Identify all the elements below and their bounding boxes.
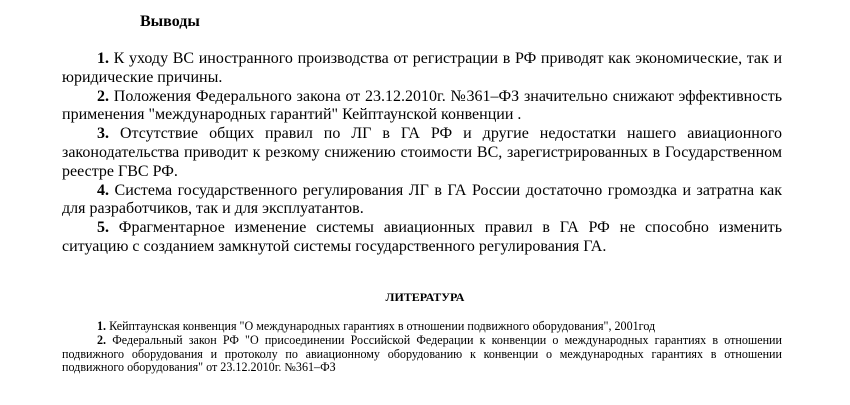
conclusions-list xyxy=(62,50,782,257)
reference-number: 1. xyxy=(97,319,107,333)
conclusion-text: Фрагментарное изменение системы авиационных правил в ГА РФ не способно изменить ситуацию с созданием замкнутой системы государственного регулирования ГА. xyxy=(62,219,783,255)
conclusion-item xyxy=(62,182,782,220)
conclusion-text: Отсутствие общих правил по ЛГ в ГА РФ и другие недостатки нашего авиационного законодательства приводит к резкому снижению стоимости ВС, зарегистрированных в Государственном реестре ГВС РФ. xyxy=(62,125,783,180)
reference-item xyxy=(62,334,782,375)
conclusions-heading: Выводы xyxy=(140,13,200,30)
conclusion-text: Система государственного регулирования ЛГ в ГА России достаточно громоздка и затратна как для разработчиков, так и для эксплуатантов. xyxy=(62,181,783,218)
conclusion-item xyxy=(62,125,782,181)
conclusion-item xyxy=(62,50,782,88)
conclusion-item xyxy=(62,219,782,257)
conclusion-number: 3. xyxy=(97,125,109,143)
conclusion-text: Положения Федерального закона от 23.12.2010г. №361–ФЗ значительно снижают эффективность применения "международных гарантий" Кейптаунской конвенции . xyxy=(62,87,783,124)
reference-text: Кейптаунская конвенция "О международных гарантиях в отношении подвижного оборудования", 2001год xyxy=(109,319,656,333)
conclusion-number: 4. xyxy=(97,181,109,199)
reference-number: 2. xyxy=(97,332,107,347)
conclusion-number: 1. xyxy=(97,50,109,67)
conclusion-number: 2. xyxy=(97,87,109,105)
references-list xyxy=(62,320,782,375)
conclusion-item xyxy=(62,88,782,126)
conclusion-text: К уходу ВС иностранного производства от регистрации в РФ приводят как экономические, так и юридические причины. xyxy=(62,50,783,86)
reference-text: Федеральный закон РФ "О присоединении Российской Федерации к конвенции о международных гарантиях в отношении подвижного оборудования и протоколу по авиационному оборудованию к конвенции о международных гарантиях в отношении подвижного оборудования" от 23.12.2010г. №361–ФЗ xyxy=(62,332,782,375)
conclusion-number: 5. xyxy=(97,219,109,237)
reference-item xyxy=(62,320,782,334)
literature-heading: ЛИТЕРАТУРА xyxy=(385,290,465,304)
